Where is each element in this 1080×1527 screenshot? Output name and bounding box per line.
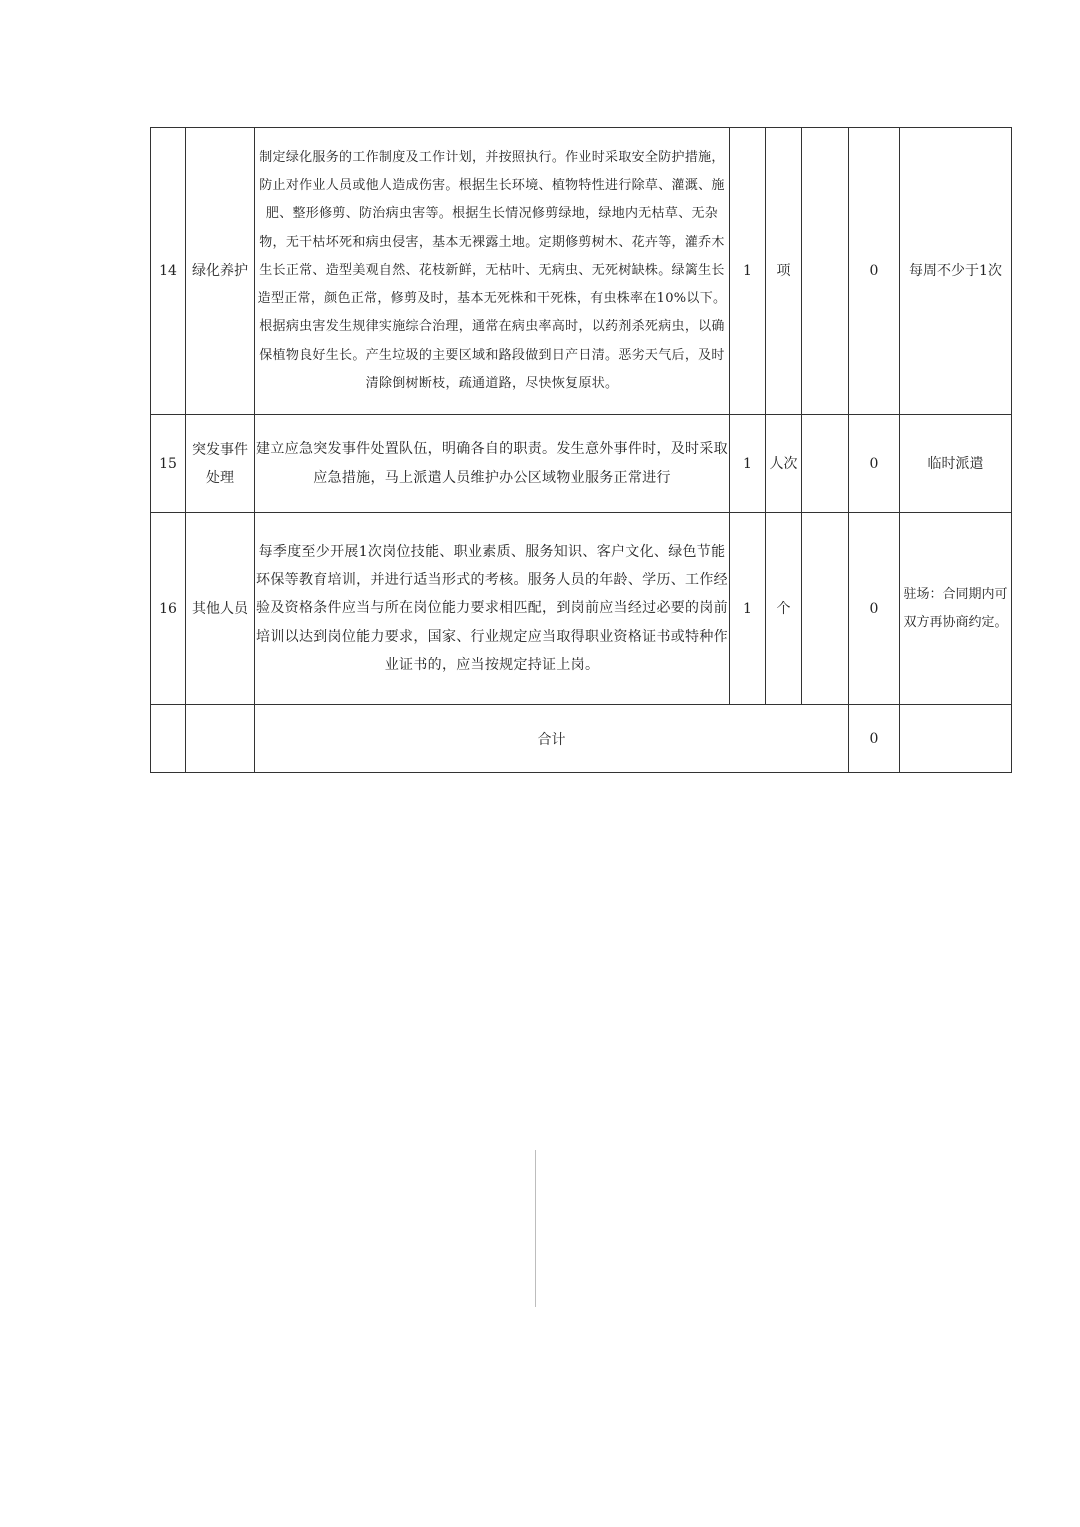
row-number: 14 xyxy=(151,128,186,415)
empty-cell xyxy=(186,705,255,773)
scan-crease-line xyxy=(535,1150,536,1307)
item-price xyxy=(802,513,849,705)
item-quantity: 1 xyxy=(730,415,766,513)
item-description: 制定绿化服务的工作制度及工作计划，并按照执行。作业时采取安全防护措施，防止对作业人员或他人造成伤害。根据生长环境、植物特性进行除草、灌溉、施肥、整形修剪、防治病虫害等。根据生长情况修剪绿地，绿地内无枯草、无杂物，无干枯坏死和病虫侵害，基本无裸露土地。定期修剪树木、花卉等，灌乔木生长正常、造型美观自然、花枝新鲜，无枯叶、无病虫、无死树缺株。绿篱生长造型正常，颜色正常，修剪及时，基本无死株和干死株，有虫株率在10%以下。根据病虫害发生规律实施综合治理，通常在病虫率高时，以药剂杀死病虫，以确保植物良好生长。产生垃圾的主要区域和路段做到日产日清。恶劣天气后，及时清除倒树断枝，疏通道路，尽快恢复原状。 xyxy=(255,128,730,415)
empty-cell xyxy=(900,705,1012,773)
grand-total: 0 xyxy=(849,705,900,773)
item-unit: 项 xyxy=(766,128,802,415)
item-name: 突发事件处理 xyxy=(186,415,255,513)
item-total: 0 xyxy=(849,513,900,705)
item-name: 绿化养护 xyxy=(186,128,255,415)
item-unit: 个 xyxy=(766,513,802,705)
total-label: 合计 xyxy=(255,705,849,773)
item-price xyxy=(802,415,849,513)
item-total: 0 xyxy=(849,128,900,415)
item-quantity: 1 xyxy=(730,128,766,415)
table-row xyxy=(151,513,1012,705)
item-total: 0 xyxy=(849,415,900,513)
empty-cell xyxy=(151,705,186,773)
item-description: 建立应急突发事件处置队伍，明确各自的职责。发生意外事件时，及时采取应急措施，马上派遣人员维护办公区域物业服务正常进行 xyxy=(255,415,730,513)
item-description: 每季度至少开展1次岗位技能、职业素质、服务知识、客户文化、绿色节能环保等教育培训，并进行适当形式的考核。服务人员的年龄、学历、工作经验及资格条件应当与所在岗位能力要求相匹配，到岗前应当经过必要的岗前培训以达到岗位能力要求，国家、行业规定应当取得职业资格证书或特种作业证书的，应当按规定持证上岗。 xyxy=(255,513,730,705)
item-price xyxy=(802,128,849,415)
item-remark: 驻场：合同期内可双方再协商约定。 xyxy=(900,513,1012,705)
service-table xyxy=(150,127,1012,773)
item-name: 其他人员 xyxy=(186,513,255,705)
row-number: 15 xyxy=(151,415,186,513)
table-row xyxy=(151,128,1012,415)
row-number: 16 xyxy=(151,513,186,705)
item-quantity: 1 xyxy=(730,513,766,705)
total-row xyxy=(151,705,1012,773)
item-remark: 每周不少于1次 xyxy=(900,128,1012,415)
table-row xyxy=(151,415,1012,513)
item-unit: 人次 xyxy=(766,415,802,513)
item-remark: 临时派遣 xyxy=(900,415,1012,513)
